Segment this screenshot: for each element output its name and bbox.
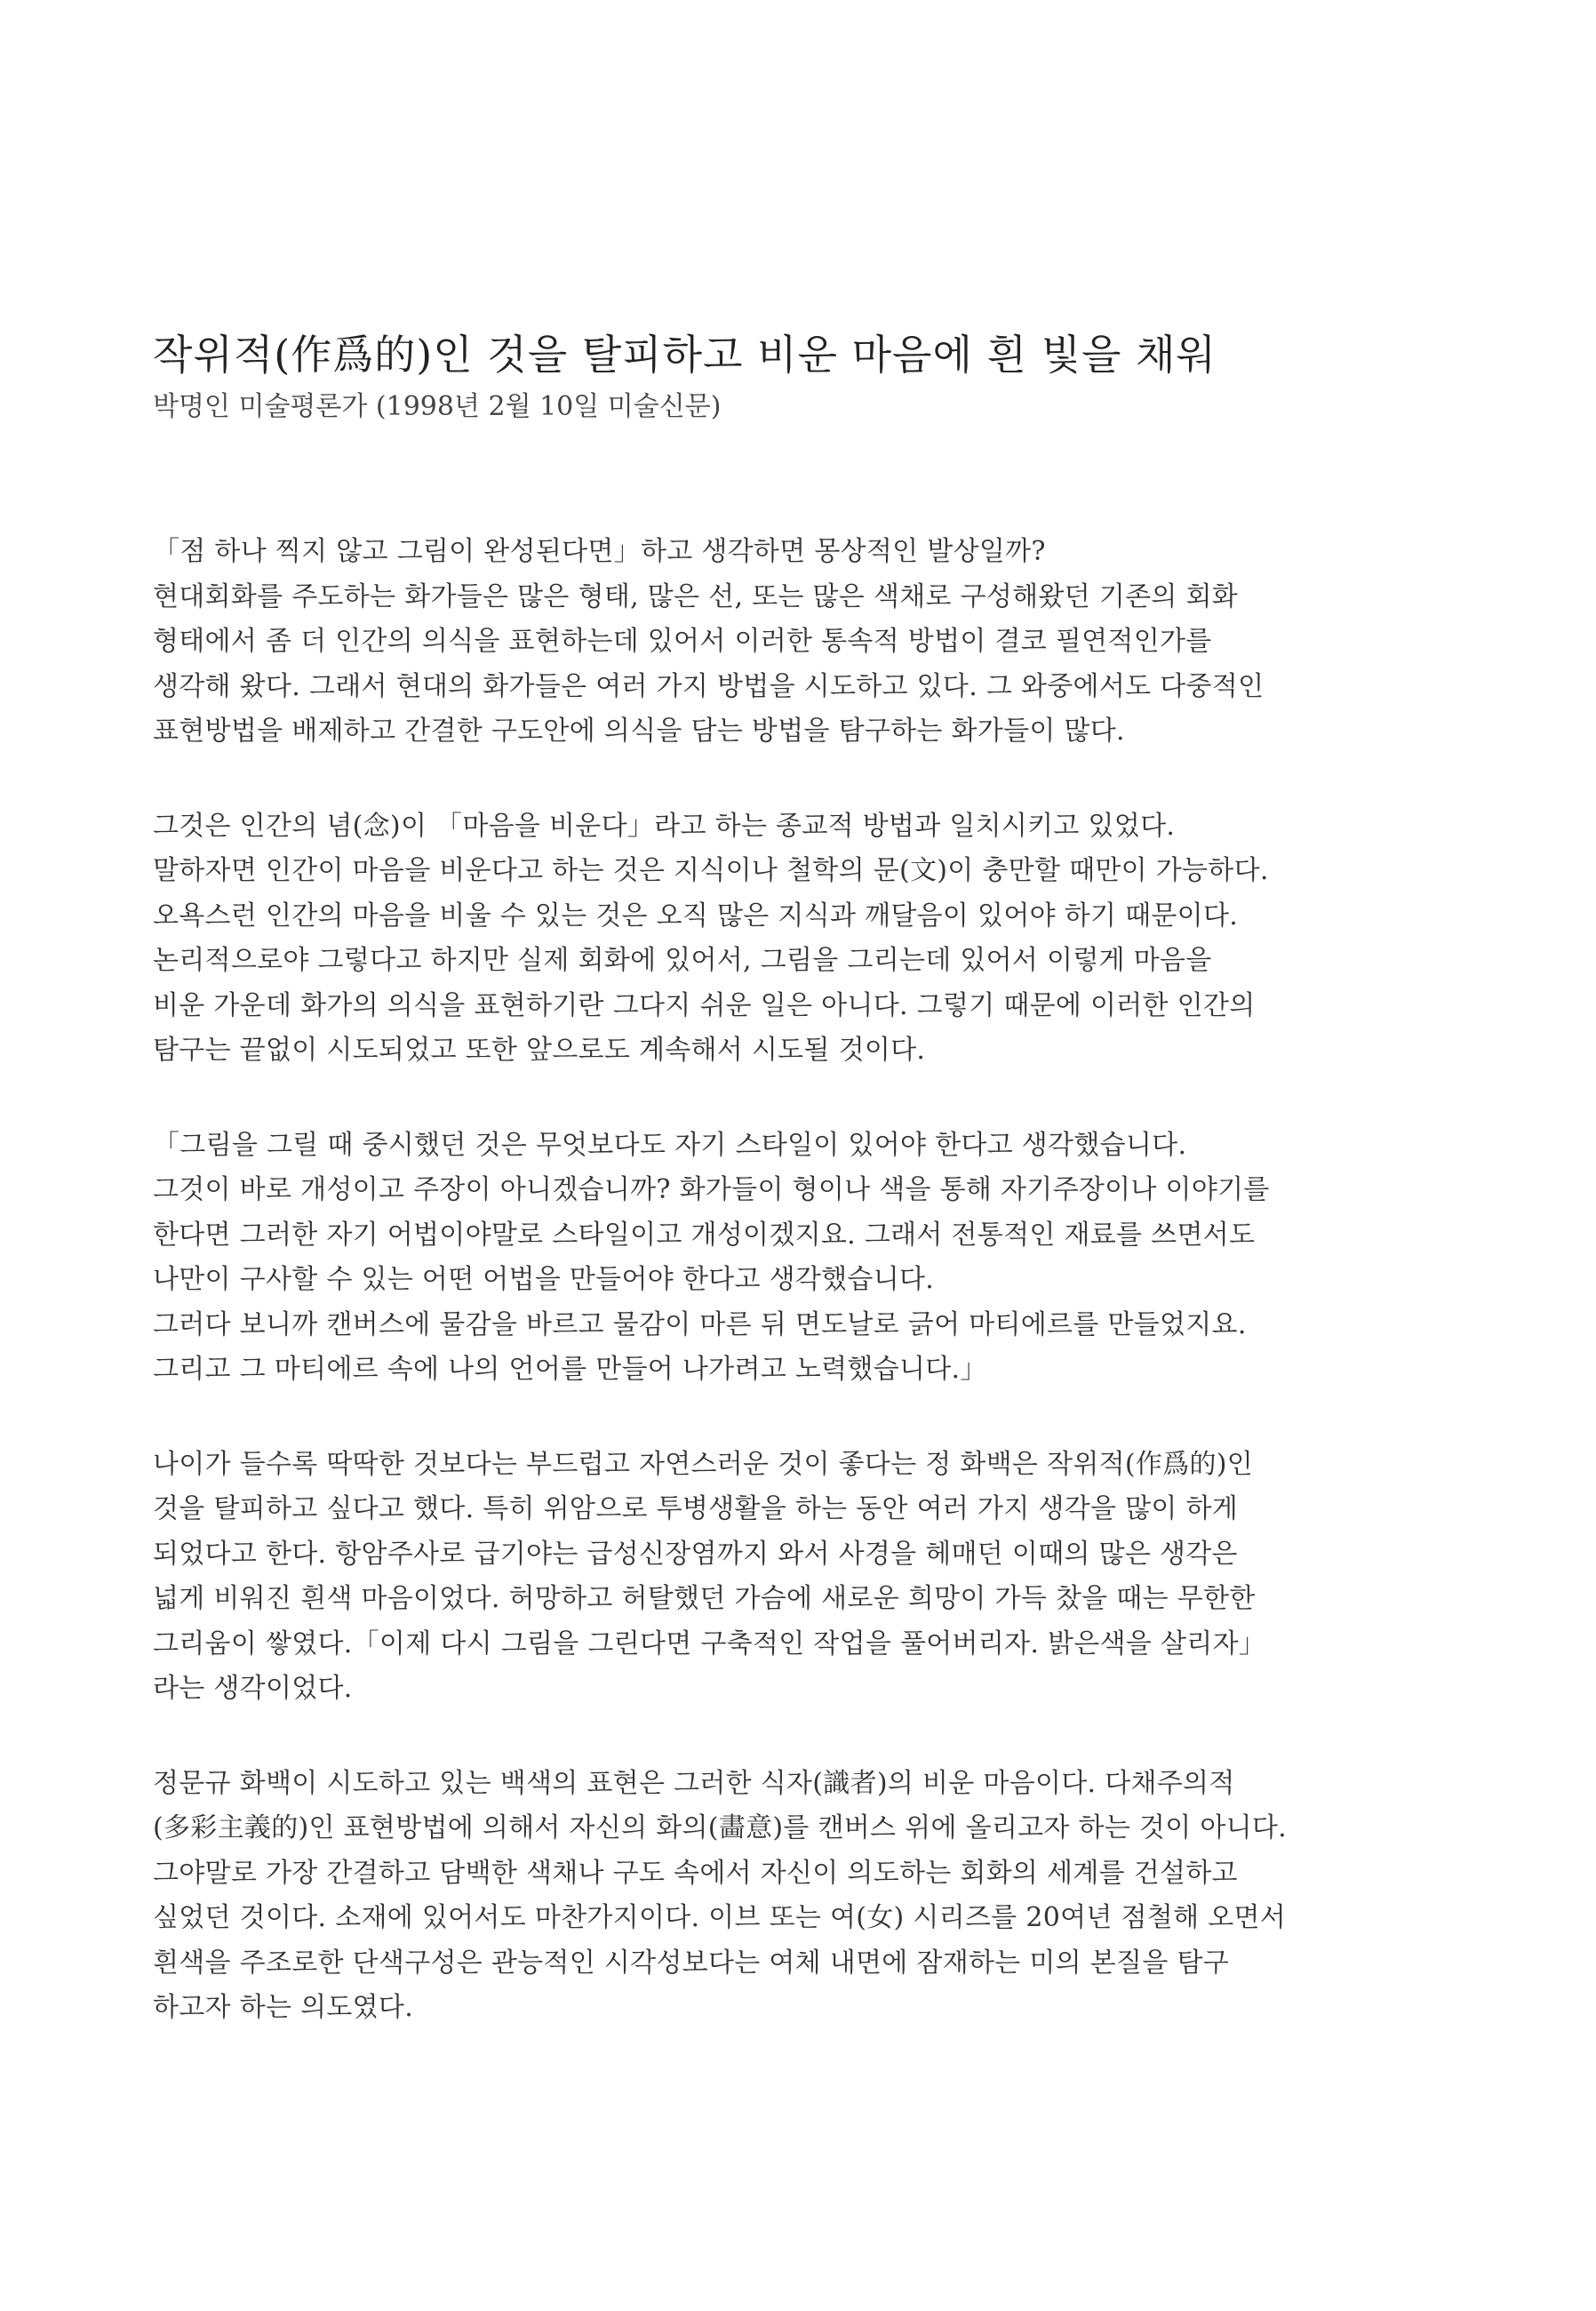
text-line: 나이가 들수록 딱딱한 것보다는 부드럽고 자연스러운 것이 좋다는 정 화백은 작위적(作爲的)인 xyxy=(153,1448,1254,1480)
text-line: 비운 가운데 화가의 의식을 표현하기란 그다지 쉬운 일은 아니다. 그렇기 때문에 이러한 인간의 xyxy=(153,989,1256,1021)
text-line: (多彩主義的)인 표현방법에 의해서 자신의 화의(畵意)를 캔버스 위에 올리고자 하는 것이 아니다. xyxy=(153,1812,1287,1843)
text-line: 현대회화를 주도하는 화가들은 많은 형태, 많은 선, 또는 많은 색채로 구성해왔던 기존의 회화 xyxy=(153,580,1239,612)
text-line: 「점 하나 찍지 않고 그림이 완성된다면」하고 생각하면 몽상적인 발상일까? xyxy=(153,536,1046,567)
paragraph-4 xyxy=(153,1443,1450,1712)
text-line: 라는 생각이었다. xyxy=(153,1673,353,1704)
text-line: 것을 탈피하고 싶다고 했다. 특히 위암으로 투병생활을 하는 동안 여러 가지 생각을 많이 하게 xyxy=(153,1493,1239,1524)
text-line: 되었다고 한다. 항암주사로 급기야는 급성신장염까지 와서 사경을 헤매던 이때의 많은 생각은 xyxy=(153,1538,1238,1570)
text-line: 오욕스런 인간의 마음을 비울 수 있는 것은 오직 많은 지식과 깨달음이 있어야 하기 때문이다. xyxy=(153,900,1239,932)
document-header xyxy=(153,327,1450,427)
paragraph-2 xyxy=(153,804,1450,1074)
text-line: 표현방법을 배제하고 간결한 구도안에 의식을 담는 방법을 탐구하는 화가들이 많다. xyxy=(153,716,1125,747)
text-line: 흰색을 주조로한 단색구성은 관능적인 시각성보다는 여체 내면에 잠재하는 미의 본질을 탐구 xyxy=(153,1947,1229,1979)
paragraph-5 xyxy=(153,1762,1450,2031)
document-byline: 박명인 미술평론가 (1998년 2월 10일 미술신문) xyxy=(153,391,722,422)
paragraph-3-quote xyxy=(153,1124,1450,1393)
document-body xyxy=(153,530,1450,2081)
text-line: 생각해 왔다. 그래서 현대의 화가들은 여러 가지 방법을 시도하고 있다. 그 와중에서도 다중적인 xyxy=(153,670,1265,702)
text-line: 그리고 그 마티에르 속에 나의 언어를 만들어 나가려고 노력했습니다.」 xyxy=(153,1354,987,1385)
paragraph-1 xyxy=(153,530,1450,755)
text-line: 그리움이 쌓였다.「이제 다시 그림을 그린다면 구축적인 작업을 풀어버리자. 밝은색을 살리자」 xyxy=(153,1627,1266,1659)
text-line: 하고자 하는 의도였다. xyxy=(153,1992,414,2023)
text-line: 한다면 그러한 자기 어법이야말로 스타일이고 개성이겠지요. 그래서 전통적인 재료를 쓰면서도 xyxy=(153,1219,1256,1251)
text-line: 싶었던 것이다. 소재에 있어서도 마찬가지이다. 이브 또는 여(女) 시리즈를 20여년 점철해 오면서 xyxy=(153,1902,1287,1933)
text-line: 나만이 구사할 수 있는 어떤 어법을 만들어야 한다고 생각했습니다. xyxy=(153,1264,935,1295)
text-line: 정문규 화백이 시도하고 있는 백색의 표현은 그러한 식자(識者)의 비운 마음이다. 다채주의적 xyxy=(153,1767,1235,1799)
text-line: 그것이 바로 개성이고 주장이 아니겠습니까? 화가들이 형이나 색을 통해 자기주장이나 이야기를 xyxy=(153,1174,1270,1205)
text-line: 말하자면 인간이 마음을 비운다고 하는 것은 지식이나 철학의 문(文)이 충만할 때만이 가능하다. xyxy=(153,855,1269,886)
text-line: 그야말로 가장 간결하고 담백한 색채나 구도 속에서 자신이 의도하는 회화의 세계를 건설하고 xyxy=(153,1857,1238,1889)
text-line: 「그림을 그릴 때 중시했던 것은 무엇보다도 자기 스타일이 있어야 한다고 생각했습니다. xyxy=(153,1129,1187,1161)
text-line: 그것은 인간의 념(念)이 「마음을 비운다」라고 하는 종교적 방법과 일치시키고 있었다. xyxy=(153,810,1176,842)
text-line: 넓게 비워진 흰색 마음이었다. 허망하고 허탈했던 가슴에 새로운 희망이 가득 찼을 때는 무한한 xyxy=(153,1583,1256,1614)
text-line: 탐구는 끝없이 시도되었고 또한 앞으로도 계속해서 시도될 것이다. xyxy=(153,1035,926,1066)
text-line: 형태에서 좀 더 인간의 의식을 표현하는데 있어서 이러한 통속적 방법이 결코 필연적인가를 xyxy=(153,626,1212,657)
text-line: 논리적으로야 그렇다고 하지만 실제 회화에 있어서, 그림을 그리는데 있어서 이렇게 마음을 xyxy=(153,945,1212,976)
text-line: 그러다 보니까 캔버스에 물감을 바르고 물감이 마른 뒤 면도날로 긁어 마티에르를 만들었지요. xyxy=(153,1308,1247,1340)
document-title: 작위적(作爲的)인 것을 탈피하고 비운 마음에 흰 빛을 채워 xyxy=(153,331,1217,379)
